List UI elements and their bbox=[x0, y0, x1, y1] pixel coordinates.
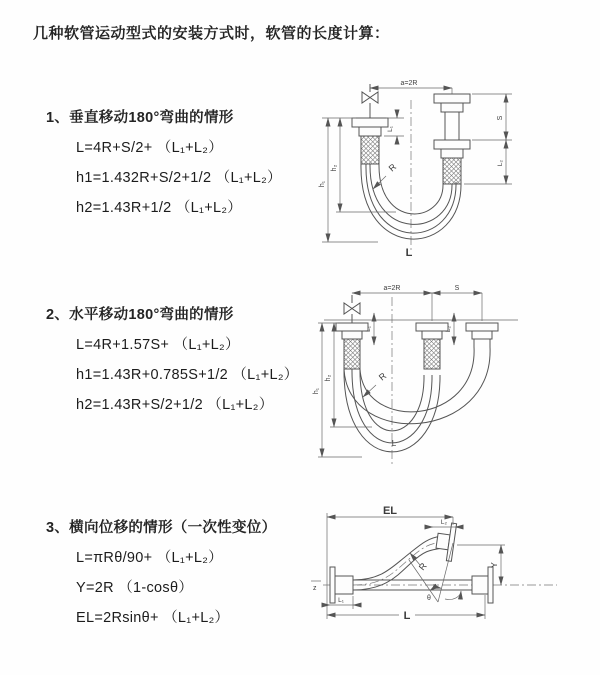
right-pipe-assembly bbox=[434, 94, 470, 184]
diagram-horizontal-180-bend bbox=[310, 283, 600, 475]
l2-label: L₂ bbox=[497, 159, 504, 167]
l2-label: L₂ bbox=[445, 325, 452, 333]
flange-plate bbox=[330, 567, 335, 603]
flange-neck bbox=[359, 127, 381, 136]
flange-neck bbox=[342, 331, 362, 339]
dimension-l1 bbox=[384, 110, 404, 144]
flange bbox=[352, 118, 388, 127]
center-pipe-assembly bbox=[416, 323, 448, 369]
radius-and-angle bbox=[409, 543, 461, 602]
section-horizontal-180 bbox=[46, 303, 299, 414]
section-1-heading: 1、垂直移动180°弯曲的情形 bbox=[46, 110, 234, 126]
formula-1-h2: h2=1.43R+1/2 （L₁+L₂） bbox=[76, 200, 243, 216]
section-vertical-180 bbox=[46, 106, 282, 217]
h2-label: h₂ bbox=[325, 374, 332, 382]
upper-flange-assembly bbox=[434, 521, 456, 561]
span-label: a=2R bbox=[400, 80, 418, 87]
s-curved-hose-displaced bbox=[353, 536, 443, 590]
valve-icon bbox=[352, 303, 360, 314]
el-label: EL bbox=[382, 505, 398, 517]
formula-3-length: L=πRθ/90+ （L₁+L₂） bbox=[76, 550, 223, 566]
l1-label: L₁ bbox=[338, 597, 344, 604]
break-symbol bbox=[311, 581, 321, 592]
l1-label: L₁ bbox=[365, 326, 372, 332]
flange bbox=[466, 323, 498, 331]
diagram-vertical-180-bend bbox=[312, 72, 600, 264]
diagram-lateral-displacement bbox=[305, 503, 600, 625]
formula-3-y: Y=2R （1-cosθ） bbox=[76, 580, 194, 596]
h2-label: h₂ bbox=[331, 164, 338, 172]
z-label: z bbox=[313, 585, 317, 592]
dimension-span bbox=[370, 80, 452, 94]
formula-2-length: L=4R+1.57S+ （L₁+L₂） bbox=[76, 337, 240, 353]
h1-label: h₁ bbox=[319, 180, 326, 188]
valve-icon bbox=[370, 92, 378, 103]
y-label: Y bbox=[489, 562, 499, 568]
dimension-l2 bbox=[445, 313, 454, 345]
l2-label: L₂ bbox=[440, 519, 448, 526]
flange-neck bbox=[441, 149, 463, 158]
left-pipe-assembly bbox=[336, 295, 368, 369]
dimension-l2 bbox=[425, 519, 463, 527]
dimension-l1 bbox=[365, 313, 374, 345]
r-label: R bbox=[386, 161, 399, 174]
radius-callout bbox=[363, 370, 389, 397]
flange-neck bbox=[422, 331, 442, 339]
dimension-s-l2 bbox=[464, 94, 512, 184]
flange bbox=[416, 323, 448, 331]
flange-fitting bbox=[472, 576, 488, 594]
h1-label: h₁ bbox=[313, 387, 320, 395]
flange bbox=[434, 94, 470, 103]
flange-plate bbox=[488, 567, 493, 603]
valve-icon bbox=[362, 92, 370, 103]
s-label: S bbox=[454, 285, 460, 292]
flange-neck bbox=[472, 331, 492, 339]
formula-1-length: L=4R+S/2+ （L₁+L₂） bbox=[76, 140, 224, 156]
formula-2-h1: h1=1.43R+0.785S+1/2 （L₁+L₂） bbox=[76, 367, 299, 383]
length-label: L bbox=[405, 247, 413, 259]
theta-label: θ bbox=[427, 595, 431, 602]
formula-3-el: EL=2Rsinθ+ （L₁+L₂） bbox=[76, 610, 230, 626]
r-label: R bbox=[376, 370, 389, 383]
section-lateral-displacement bbox=[46, 516, 276, 627]
braided-hose-section bbox=[443, 158, 461, 184]
right-flange-assembly bbox=[472, 567, 493, 603]
flange-neck bbox=[441, 103, 463, 112]
left-pipe-assembly bbox=[352, 84, 388, 164]
dimension-el bbox=[327, 505, 453, 619]
section-2-heading: 2、水平移动180°弯曲的情形 bbox=[46, 307, 234, 323]
flange-fitting bbox=[335, 576, 353, 594]
length-label: L bbox=[391, 439, 397, 448]
radius-callout bbox=[373, 161, 399, 189]
formula-2-h2: h2=1.43R+S/2+1/2 （L₁+L₂） bbox=[76, 397, 274, 413]
dimension-h1-h2 bbox=[319, 118, 396, 242]
l1-label: L₁ bbox=[387, 126, 394, 132]
l-label: L bbox=[403, 610, 411, 622]
braided-hose-section bbox=[361, 136, 379, 164]
braided-hose-section bbox=[344, 339, 360, 369]
section-3-heading: 3、横向位移的情形（一次性变位） bbox=[46, 520, 277, 536]
right-pipe-assembly bbox=[466, 323, 498, 347]
formula-1-h1: h1=1.432R+S/2+1/2 （L₁+L₂） bbox=[76, 170, 282, 186]
span-label: a=2R bbox=[383, 285, 401, 292]
dimension-l1 bbox=[322, 596, 361, 609]
dimension-span-and-s bbox=[352, 285, 482, 321]
flange bbox=[336, 323, 368, 331]
braided-hose-section bbox=[424, 339, 440, 369]
valve-icon bbox=[344, 303, 352, 314]
flange bbox=[434, 140, 470, 149]
r-label: R bbox=[416, 560, 429, 573]
s-label: S bbox=[497, 115, 504, 121]
page-title: 几种软管运动型式的安装方式时，软管的长度计算： bbox=[33, 25, 390, 42]
dimension-l bbox=[327, 595, 485, 622]
